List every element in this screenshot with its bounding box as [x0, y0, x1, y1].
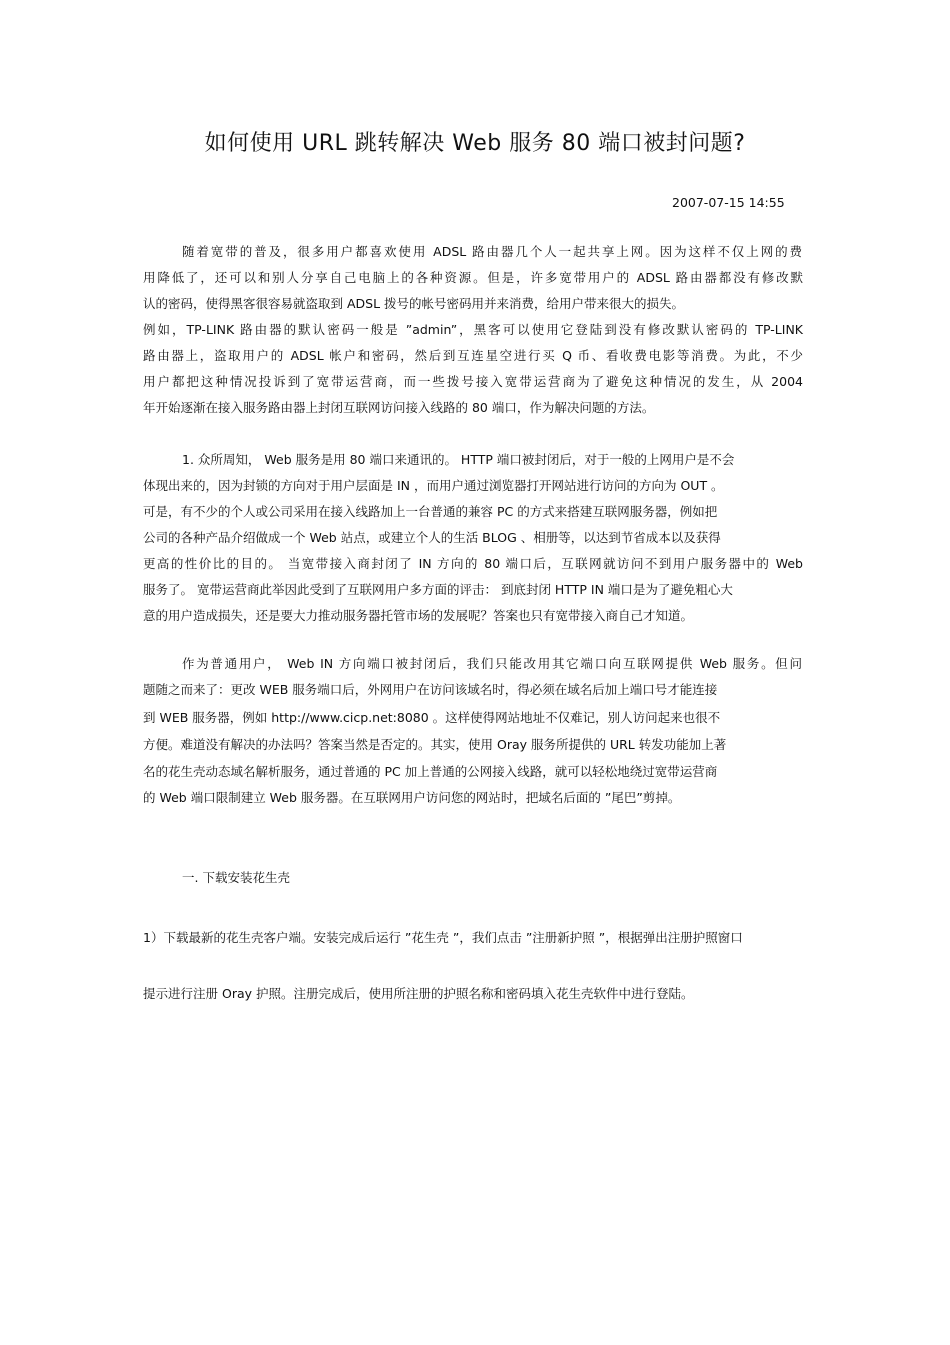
paragraph-2-line: 服务了。 宽带运营商此举因此受到了互联网用户多方面的评击： 到底封闭 HTTP IN 端口是为了避免粗心大 — [143, 582, 733, 597]
post-date: 2007-07-15 14:55 — [672, 195, 785, 210]
paragraph-2-line: 意的用户造成损失，还是要大力推动服务器托管市场的发展呢？答案也只有宽带接入商自己才知道。 — [143, 608, 694, 623]
paragraph-1-line: 认的密码，使得黑客很容易就盗取到 ADSL 拨号的帐号密码用并来消费，给用户带来很大的损失。 — [143, 296, 685, 311]
paragraph-2-line: 公司的各种产品介绍做成一个 Web 站点，或建立个人的生活 BLOG 、相册等，以达到节省成本以及获得 — [143, 530, 721, 545]
paragraph-2-line: 更高的性价比的目的。 当宽带接入商封闭了 IN 方向的 80 端口后，互联网就访问不到用户服务器中的 Web — [143, 556, 803, 571]
paragraph-2-line: 体现出来的，因为封锁的方向对于用户层面是 IN ，而用户通过浏览器打开网站进行访问的方向为 OUT 。 — [143, 478, 724, 493]
paragraph-3-line: 到 WEB 服务器，例如 http://www.cicp.net:8080 。这样使得网站地址不仅难记，别人访问起来也很不 — [143, 710, 721, 725]
step-1-continued: 提示进行注册 Oray 护照。注册完成后，使用所注册的护照名称和密码填入花生壳软件中进行登陆。 — [143, 986, 694, 1001]
paragraph-1-line: 路由器上，盗取用户的 ADSL 帐户和密码，然后到互连星空进行买 Q 币、看收费电影等消费。为此，不少 — [143, 348, 803, 363]
paragraph-3-line: 名的花生壳动态域名解析服务，通过普通的 PC 加上普通的公网接入线路，就可以轻松地绕过宽带运营商 — [143, 764, 718, 779]
paragraph-2-line: 可是，有不少的个人或公司采用在接入线路加上一台普通的兼容 PC 的方式来搭建互联网服务器，例如把 — [143, 504, 718, 519]
page-title: 如何使用 URL 跳转解决 Web 服务 80 端口被封问题? — [204, 131, 746, 156]
paragraph-1-line: 例如，TP-LINK 路由器的默认密码一般是 ”admin”，黑客可以使用它登陆到没有修改默认密码的 TP-LINK — [143, 322, 803, 337]
paragraph-2-line: 1. 众所周知， Web 服务是用 80 端口来通讯的。 HTTP 端口被封闭后，对于一般的上网用户是不会 — [182, 452, 735, 467]
paragraph-1-line: 用户都把这种情况投诉到了宽带运营商，而一些拨号接入宽带运营商为了避免这种情况的发生，从 2004 — [143, 374, 803, 389]
paragraph-3-line: 的 Web 端口限制建立 Web 服务器。在互联网用户访问您的网站时，把域名后面的 ”尾巴”剪掉。 — [143, 790, 681, 805]
paragraph-3-line: 作为普通用户， Web IN 方向端口被封闭后，我们只能改用其它端口向互联网提供 Web 服务。但问 — [182, 656, 802, 671]
paragraph-3-line: 题随之而来了：更改 WEB 服务端口后，外网用户在访问该域名时，得必须在域名后加上端口号才能连接 — [143, 682, 718, 697]
paragraph-1-line: 年开始逐渐在接入服务路由器上封闭互联网访问接入线路的 80 端口，作为解决问题的方法。 — [143, 400, 655, 415]
paragraph-3-line: 方便。难道没有解决的办法吗？答案当然是否定的。其实，使用 Oray 服务所提供的 URL 转发功能加上著 — [143, 737, 727, 752]
step-1-text: 1）下载最新的花生壳客户端。安装完成后运行 ”花生壳 ”，我们点击 ”注册新护照 ”，根据弹出注册护照窗口 — [143, 930, 743, 945]
section-heading: 一. 下载安装花生壳 — [182, 870, 290, 885]
paragraph-1-line: 随着宽带的普及，很多用户都喜欢使用 ADSL 路由器几个人一起共享上网。因为这样不仅上网的费 — [182, 244, 802, 259]
paragraph-1-line: 用降低了，还可以和别人分享自己电脑上的各种资源。但是，许多宽带用户的 ADSL 路由器都没有修改默 — [143, 270, 803, 285]
